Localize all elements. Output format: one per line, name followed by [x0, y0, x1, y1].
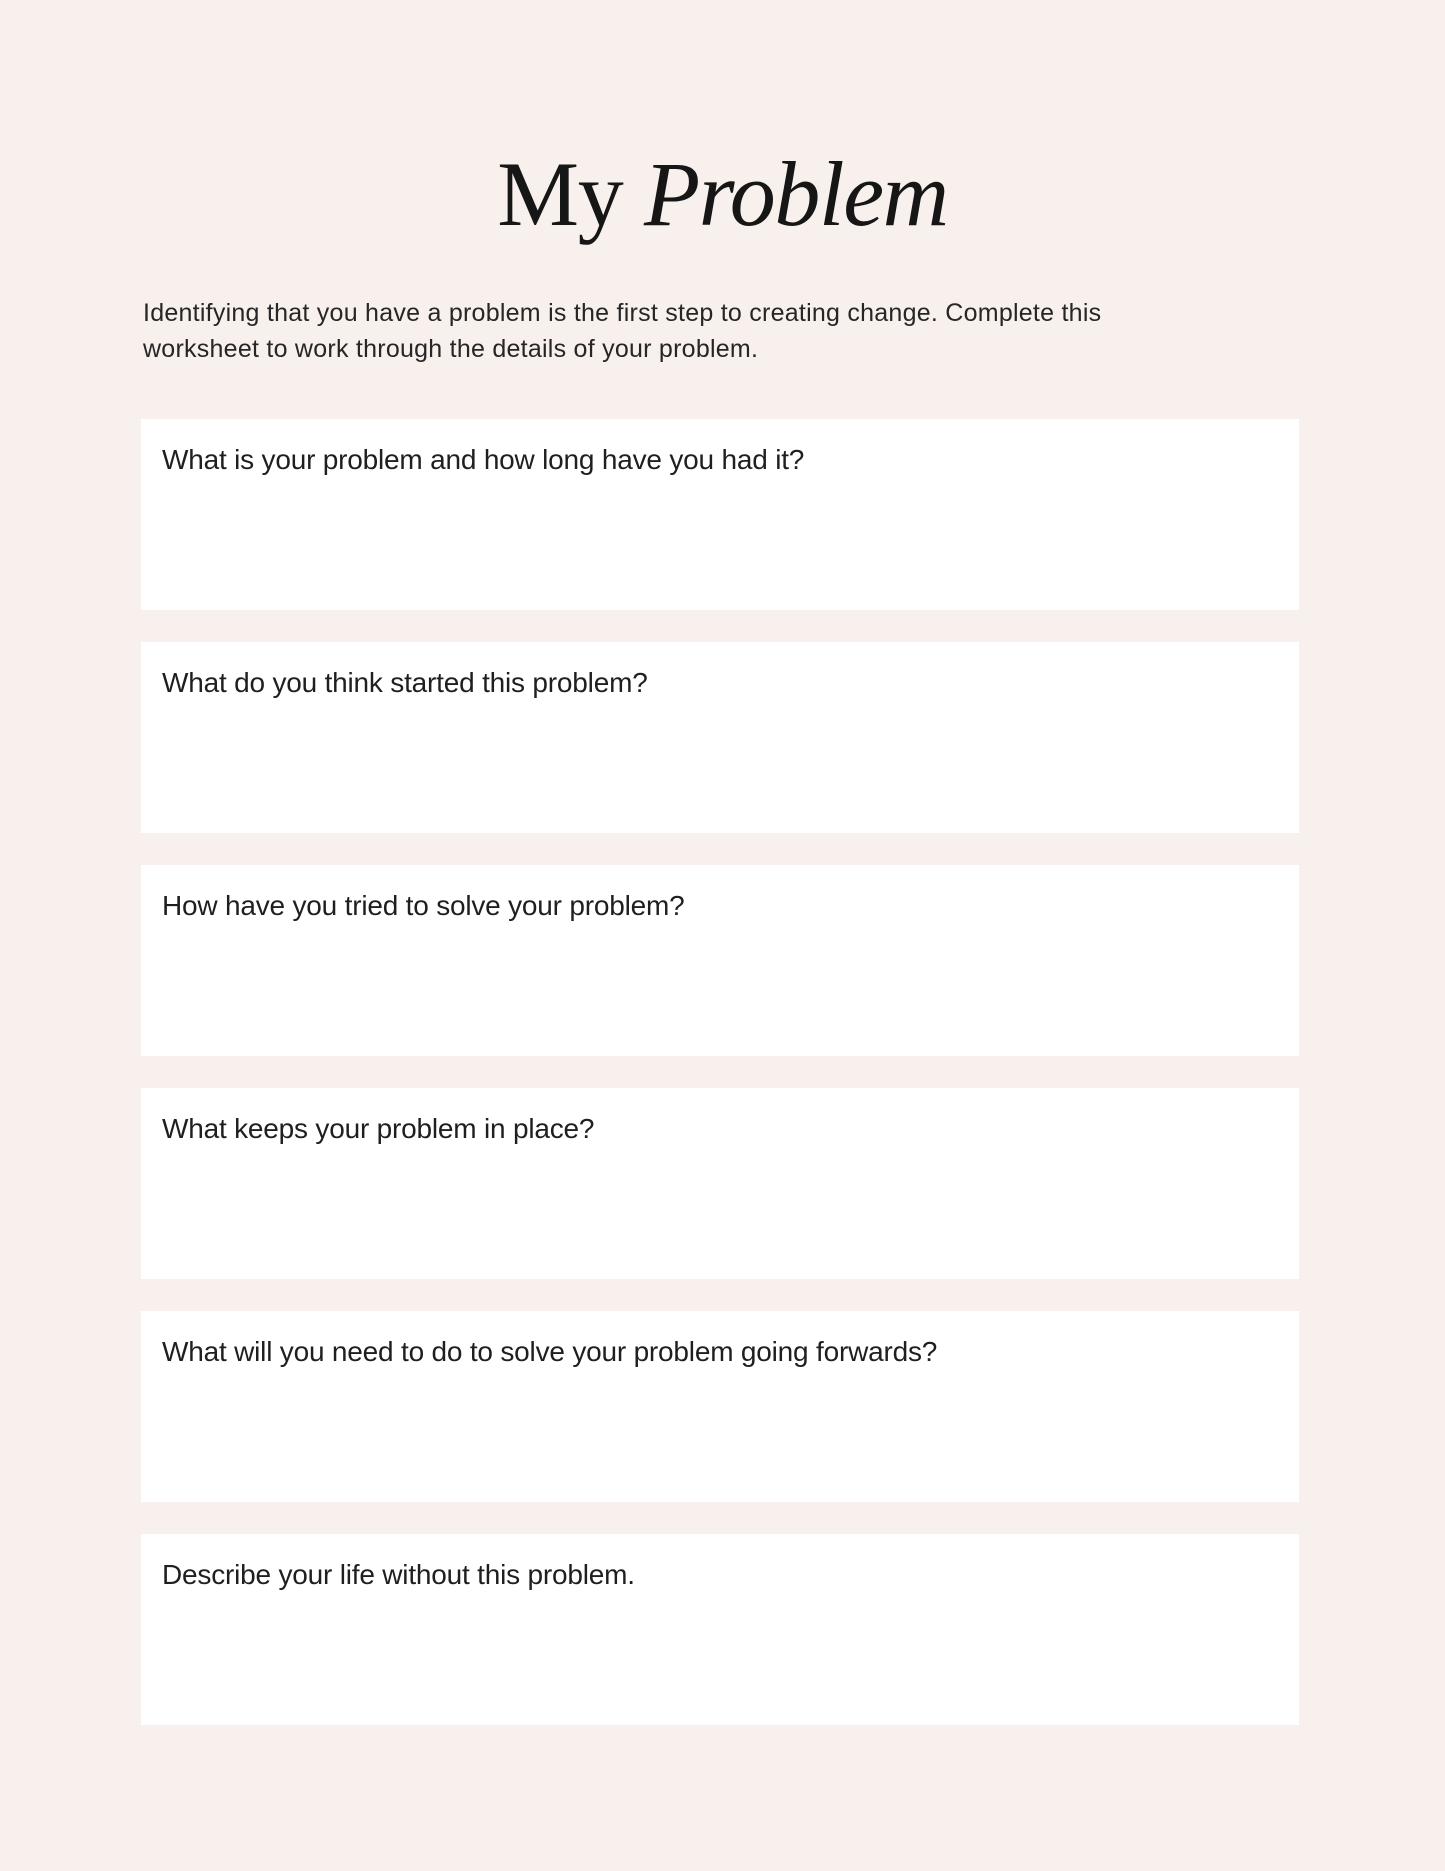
answer-space-2[interactable]: [141, 706, 1299, 833]
answer-box-5[interactable]: [141, 1311, 1299, 1502]
answer-space-6[interactable]: [141, 1598, 1299, 1725]
answer-box-1[interactable]: [141, 419, 1299, 610]
answer-box-2[interactable]: [141, 642, 1299, 833]
answer-box-6[interactable]: [141, 1534, 1299, 1725]
question-label-6: Describe your life without this problem.: [162, 1559, 635, 1590]
question-label-4: What keeps your problem in place?: [162, 1113, 595, 1144]
answer-space-1[interactable]: [141, 483, 1299, 610]
question-label-2: What do you think started this problem?: [162, 667, 648, 698]
answer-box-3[interactable]: [141, 865, 1299, 1056]
answer-space-5[interactable]: [141, 1375, 1299, 1502]
intro-text: Identifying that you have a problem is the first step to creating change. Complete this worksheet to work through the details of your problem.: [143, 299, 1102, 363]
answer-box-4[interactable]: [141, 1088, 1299, 1279]
page-title: [0, 143, 1445, 245]
answer-space-4[interactable]: [141, 1152, 1299, 1279]
question-label-3: How have you tried to solve your problem?: [162, 890, 685, 921]
title-word-problem: Problem: [643, 143, 948, 245]
answer-space-3[interactable]: [141, 929, 1299, 1056]
title-word-my: My: [497, 143, 623, 245]
question-label-1: What is your problem and how long have you had it?: [162, 444, 805, 475]
question-label-5: What will you need to do to solve your problem going forwards?: [162, 1336, 938, 1367]
